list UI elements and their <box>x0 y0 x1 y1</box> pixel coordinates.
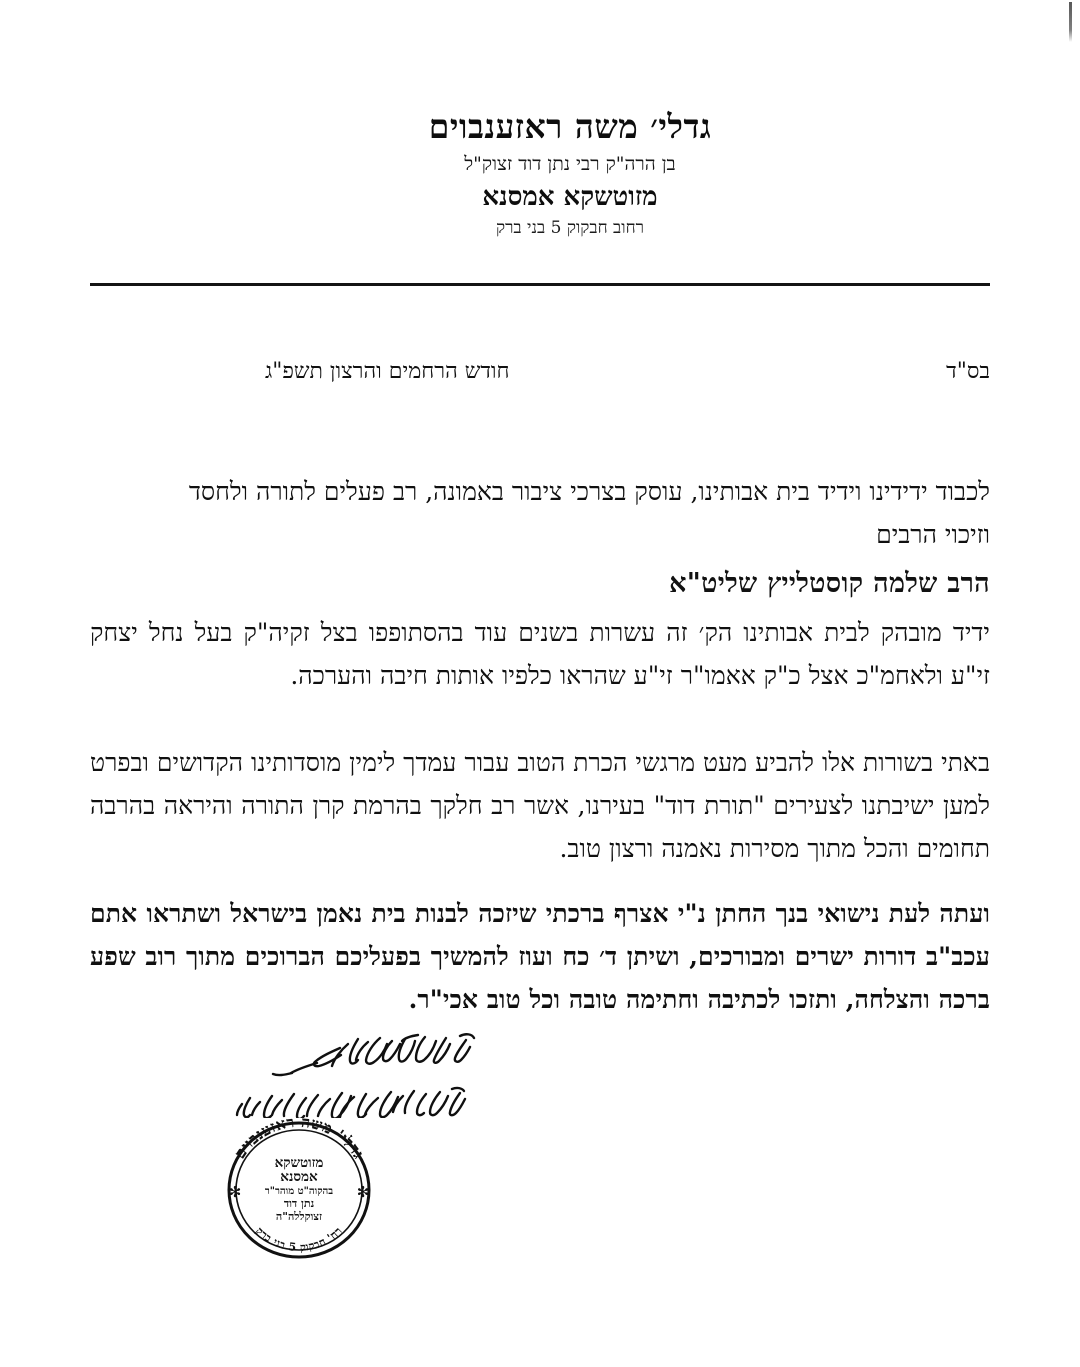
handwritten-signature <box>220 1018 520 1118</box>
letterhead-address: רחוב חבקוק 5 בני ברק <box>495 217 645 238</box>
paragraph-spacer <box>90 697 990 741</box>
stamp-ornament-right-icon: ✻ <box>356 1183 370 1201</box>
stamp-arc-bottom-text: רח' חבקוק 5 בני ברק <box>252 1224 346 1255</box>
stamp-center-line-5: זצוקללה"ה <box>275 1210 323 1223</box>
stamp-center-line-2: אמסנא <box>280 1169 318 1185</box>
letterhead-lineage: בן הרה"ק רבי נתן דוד זצוק"ל <box>464 152 676 175</box>
salutation-line-2: וזיכוי הרבים <box>876 520 990 549</box>
paragraph-spacer <box>90 870 990 892</box>
stamp-ornament-left-icon: ✻ <box>228 1183 242 1201</box>
letter-body <box>90 470 990 1021</box>
scan-edge-artifact <box>1069 2 1072 42</box>
recipient-name: הרב שלמה קוסטלייץ שליט"א <box>669 568 990 599</box>
letterhead-place: מזוטשקא אמסנא <box>482 182 658 213</box>
body-paragraph-3-blessing: ועתה לעת נישואי בנך החתן נ"י אצרף ברכתי שיזכה לבנות בית נאמן בישראל ושתראו אתם עכב"ב דורות ישרים ומבורכים, ושיתן ד׳ כח ועוז להמשיך בפעליכם הברוכים מתוך רוב שפע ברכה והצלחה, ותזכו לכתיבה וחתימה טובה וכל טוב אכי"ר. <box>90 899 990 1015</box>
rabbinical-stamp <box>216 1108 382 1268</box>
bsd-mark: בס"ד <box>946 359 990 384</box>
meta-row <box>90 358 990 387</box>
stamp-center-line-3: בהקוה"ט מוהר"ר <box>264 1186 334 1197</box>
letterhead-name: גדלי׳ משה ראזענבוים <box>428 107 712 146</box>
stamp-arc-top-text: גדלי' משה ראזענבוים <box>229 1111 369 1163</box>
body-paragraph-1: ידיד מובהק לבית אבותינו הק׳ זה עשרות בשנים עוד בהסתופפו בצל זקיה"ק בעל נחל יצחק זי"ע ולאחמ"כ אצל כ"ק אאמו"ר זי"ע שהראו כלפיו אותות חיבה והערכה. <box>90 618 990 691</box>
stamp-center-line-4: נתן דוד <box>283 1197 315 1210</box>
stamp-center-line-1: מזוטשקא <box>274 1155 324 1171</box>
letterhead <box>0 108 1080 241</box>
date-line: חודש הרחמים והרצון תשפ"ג <box>265 359 510 384</box>
salutation-line-1: לכבוד ידידינו וידיד בית אבותינו, עוסק בצרכי ציבור באמונה, רב פעלים לתורה ולחסד <box>188 477 990 506</box>
body-paragraph-2: באתי בשורות אלו להביע מעט מרגשי הכרת הטוב עבור עמדך לימין מוסדותינו הקדושים ובפרט למען ישיבתנו לצעירים "תורת דוד" בעירנו, אשר רב חלקך בהרמת קרן התורה והיראה בהרבה תחומים והכל מתוך מסירות נאמנה ורצון טוב. <box>90 748 990 864</box>
header-divider-rule <box>90 283 990 286</box>
